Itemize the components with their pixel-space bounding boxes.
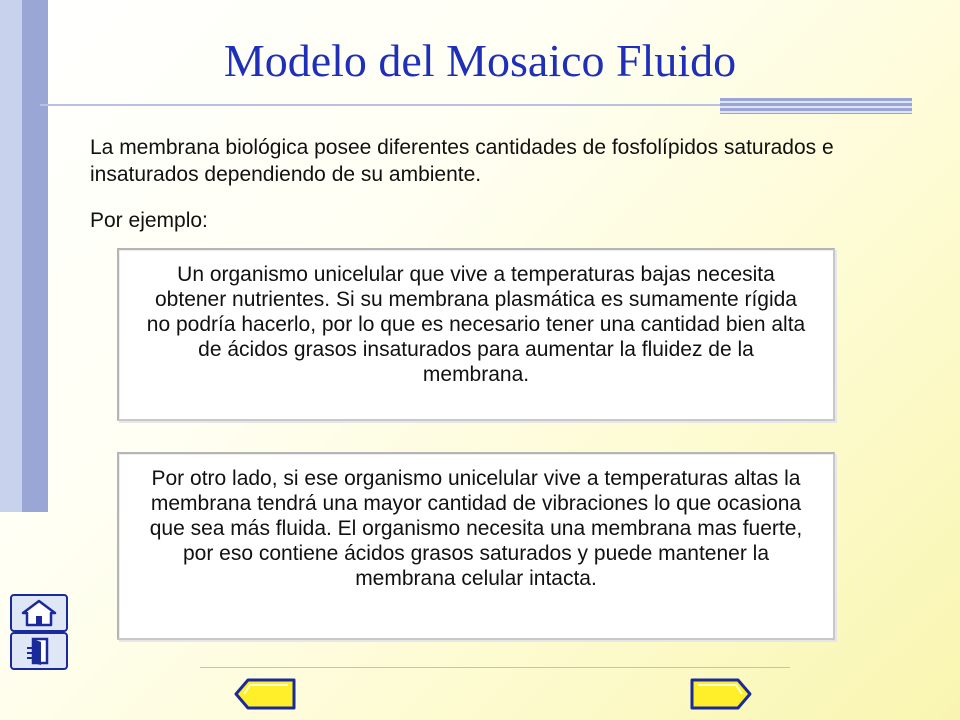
- exit-door-icon: [19, 636, 59, 666]
- example-box-cold: Un organismo unicelular que vive a temperaturas bajas necesita obtener nutrientes. Si su membrana plasmática es sumamente rígida no podría hacerlo, por lo que es necesario tener una cantidad bien alta de ácidos grasos insaturados para aumentar la fluidez de la membrana.: [117, 248, 835, 421]
- intro-text: La membrana biológica posee diferentes cantidades de fosfolípidos saturados e insaturados dependiendo de su ambiente.: [90, 136, 834, 186]
- home-icon: [19, 598, 59, 628]
- title-underline-accent: [720, 98, 912, 114]
- example-box-hot: Por otro lado, si ese organismo unicelular vive a temperaturas altas la membrana tendrá una mayor cantidad de vibraciones lo que ocasiona que sea más fluida. El organismo necesita una membrana mas fuerte, por eso contiene ácidos grasos saturados y puede mantener la membrana celular intacta.: [117, 452, 835, 640]
- slide-title: Modelo del Mosaico Fluido: [223, 35, 737, 86]
- left-arrow-icon: [232, 677, 298, 711]
- previous-slide-button[interactable]: [232, 677, 298, 711]
- next-slide-button[interactable]: [688, 677, 754, 711]
- home-button[interactable]: [10, 594, 68, 632]
- example-label: Por ejemplo:: [90, 209, 208, 232]
- bottom-divider: [200, 667, 790, 668]
- right-arrow-icon: [688, 677, 754, 711]
- exit-button[interactable]: [10, 632, 68, 670]
